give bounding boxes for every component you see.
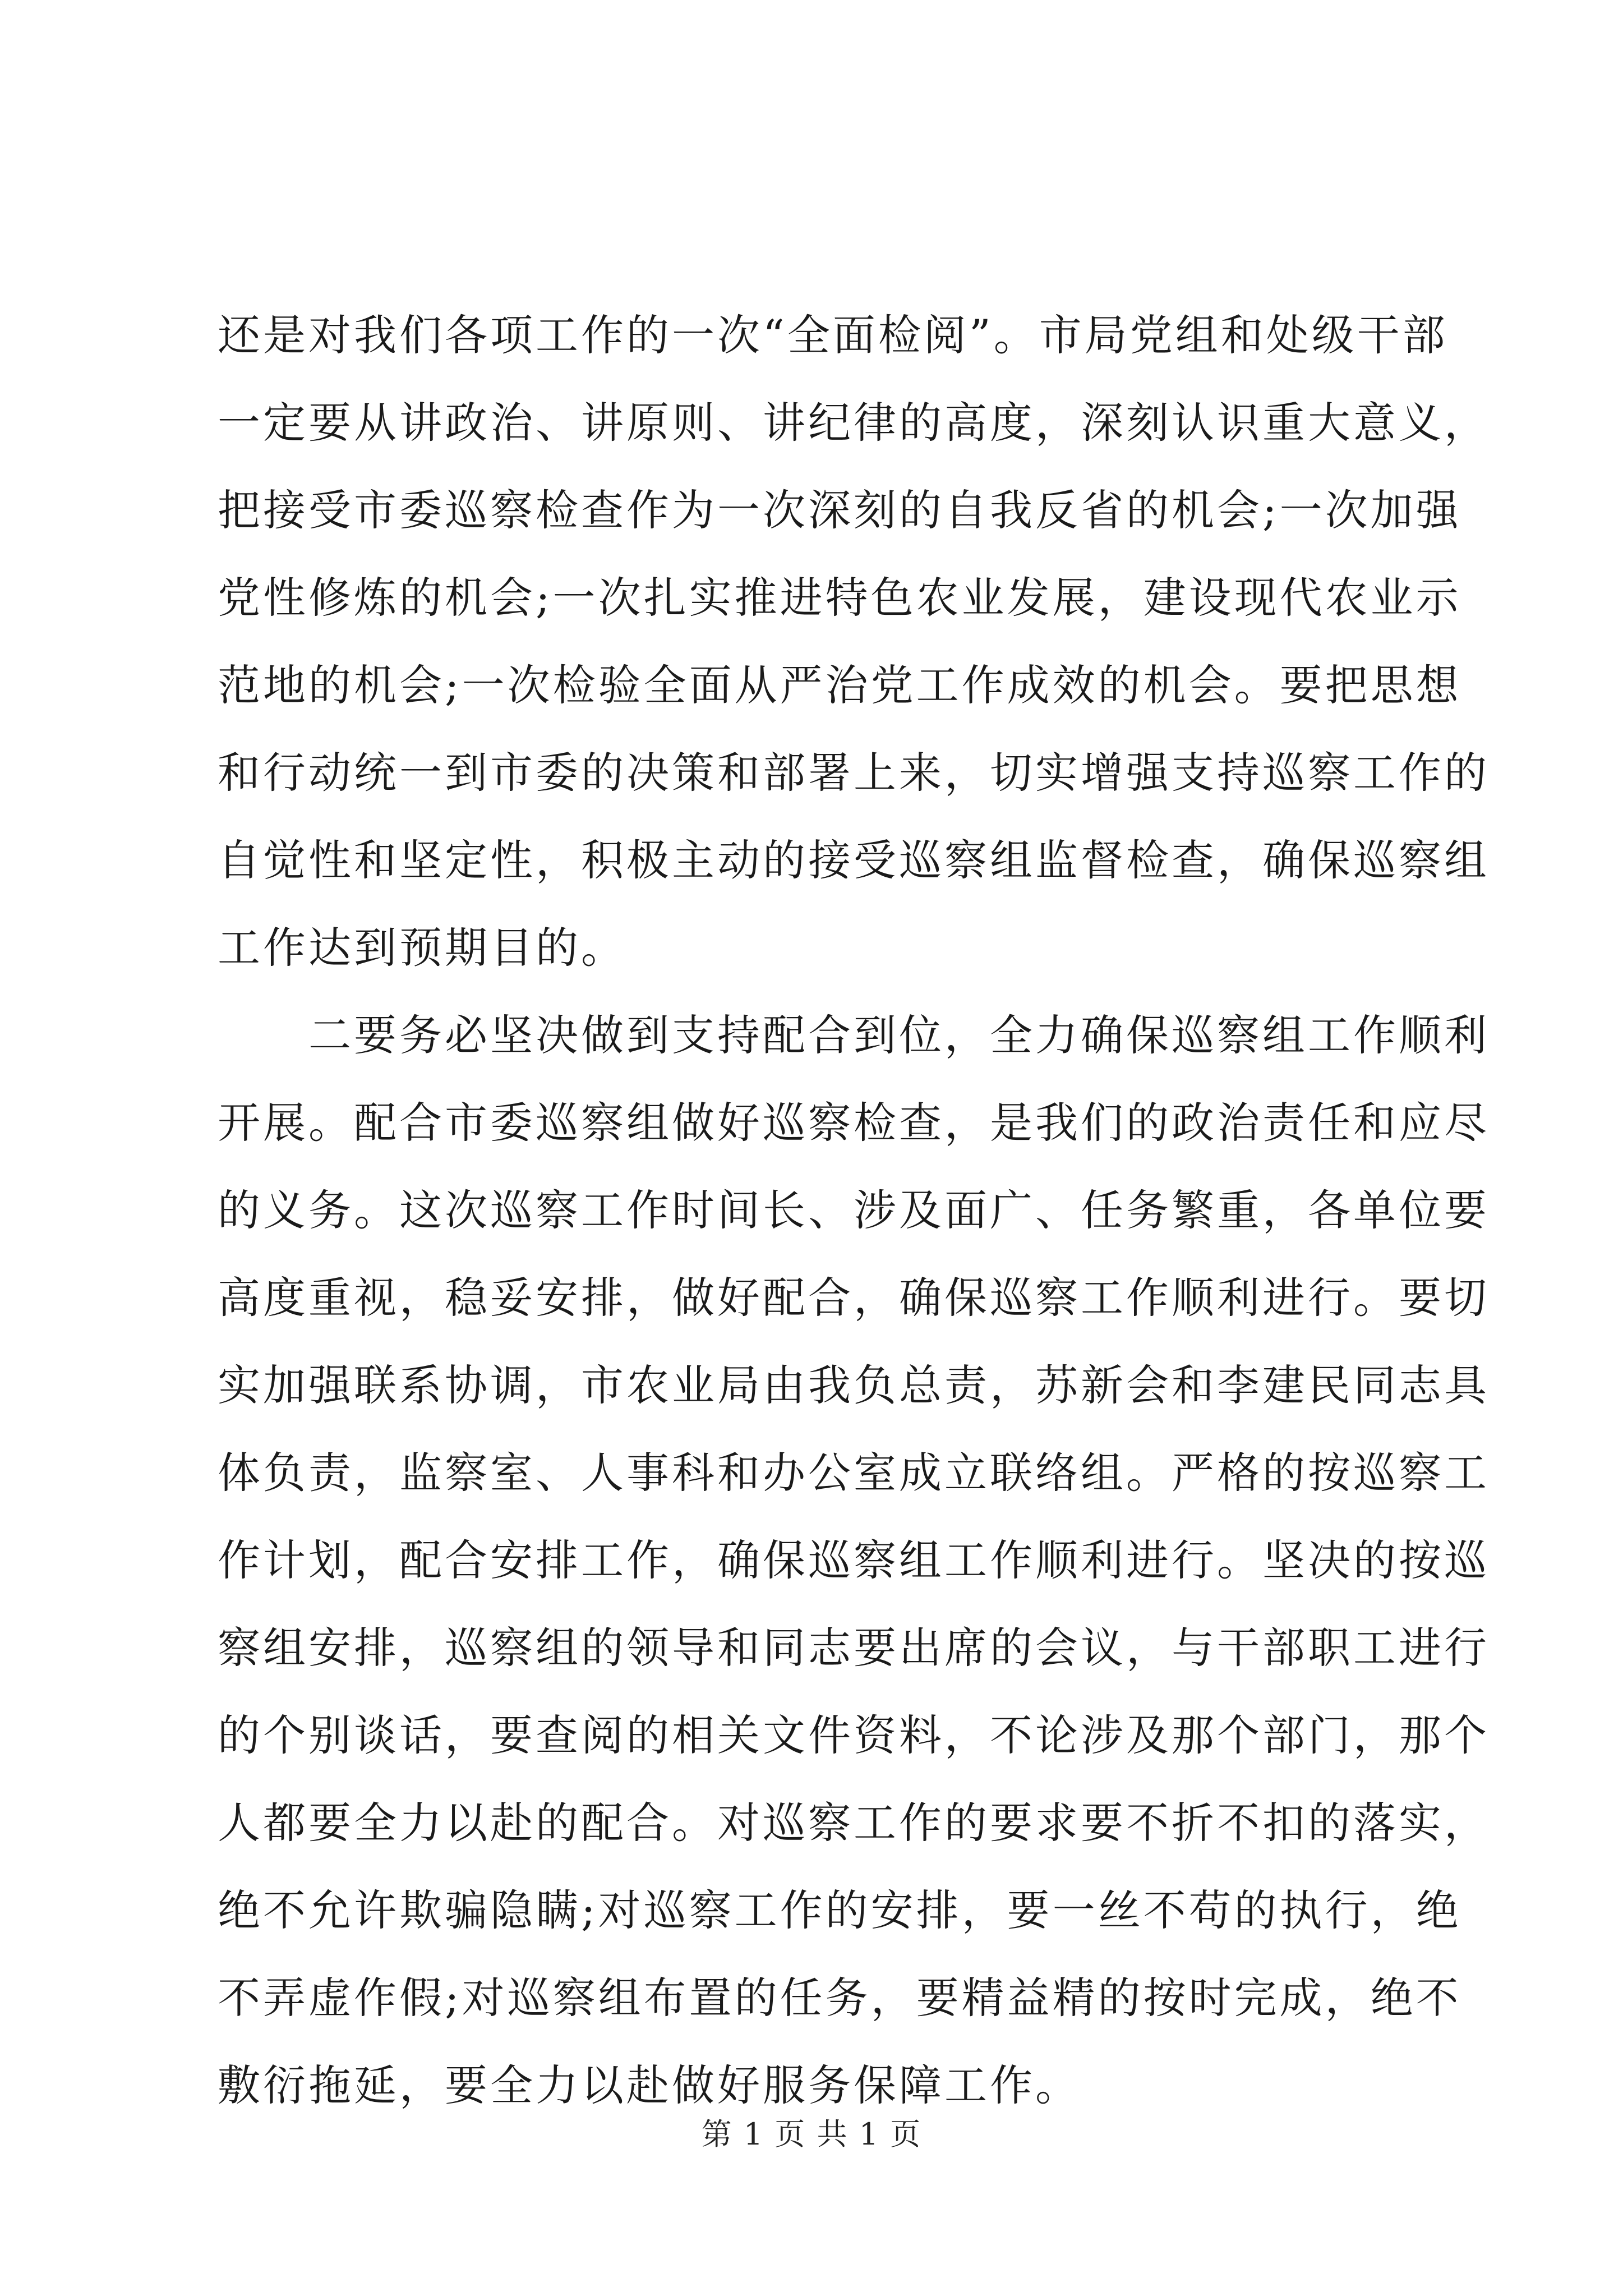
text-line: 和行动统一到市委的决策和部署上来，切实增强支持巡察工作的: [218, 748, 1490, 798]
text-line: 体负责，监察室、人事科和办公室成立联络组。严格的按巡察工: [218, 1448, 1490, 1498]
text-line: 敷衍拖延，要全力以赴做好服务保障工作。: [218, 2060, 1081, 2110]
text-line: 察组安排，巡察组的领导和同志要出席的会议，与干部职工进行: [218, 1623, 1490, 1673]
text-line: 绝不允许欺骗隐瞒;对巡察工作的安排，要一丝不苟的执行，绝: [218, 1885, 1461, 1935]
text-line: 自觉性和坚定性，积极主动的接受巡察组监督检查，确保巡察组: [218, 835, 1490, 885]
text-line: 高度重视，稳妥安排，做好配合，确保巡察工作顺利进行。要切: [218, 1273, 1490, 1323]
text-line: 二要务必坚决做到支持配合到位，全力确保巡察组工作顺利: [218, 1010, 1490, 1060]
text-line: 范地的机会;一次检验全面从严治党工作成效的机会。要把思想: [218, 660, 1461, 710]
text-line: 人都要全力以赴的配合。对巡察工作的要求要不折不扣的落实，: [218, 1798, 1490, 1848]
text-line: 工作达到预期目的。: [218, 923, 626, 973]
text-line: 的个别谈话，要查阅的相关文件资料，不论涉及那个部门，那个: [218, 1710, 1490, 1760]
text-line: 不弄虚作假;对巡察组布置的任务，要精益精的按时完成，绝不: [218, 1973, 1461, 2023]
page-footer: 第 1 页 共 1 页: [701, 2116, 922, 2152]
text-line: 一定要从讲政治、讲原则、讲纪律的高度，深刻认识重大意义，: [218, 398, 1490, 448]
text-line: 把接受市委巡察检查作为一次深刻的自我反省的机会;一次加强: [218, 485, 1461, 535]
text-line: 党性修炼的机会;一次扎实推进特色农业发展，建设现代农业示: [218, 573, 1461, 623]
text-line: 作计划，配合安排工作，确保巡察组工作顺利进行。坚决的按巡: [218, 1535, 1490, 1585]
text-line: 的义务。这次巡察工作时间长、涉及面广、任务繁重，各单位要: [218, 1185, 1490, 1235]
text-line: 还是对我们各项工作的一次“全面检阅”。市局党组和处级干部: [218, 310, 1448, 360]
text-line: 开展。配合市委巡察组做好巡察检查，是我们的政治责任和应尽: [218, 1098, 1490, 1148]
text-line: 实加强联系协调，市农业局由我负总责，苏新会和李建民同志具: [218, 1360, 1490, 1410]
